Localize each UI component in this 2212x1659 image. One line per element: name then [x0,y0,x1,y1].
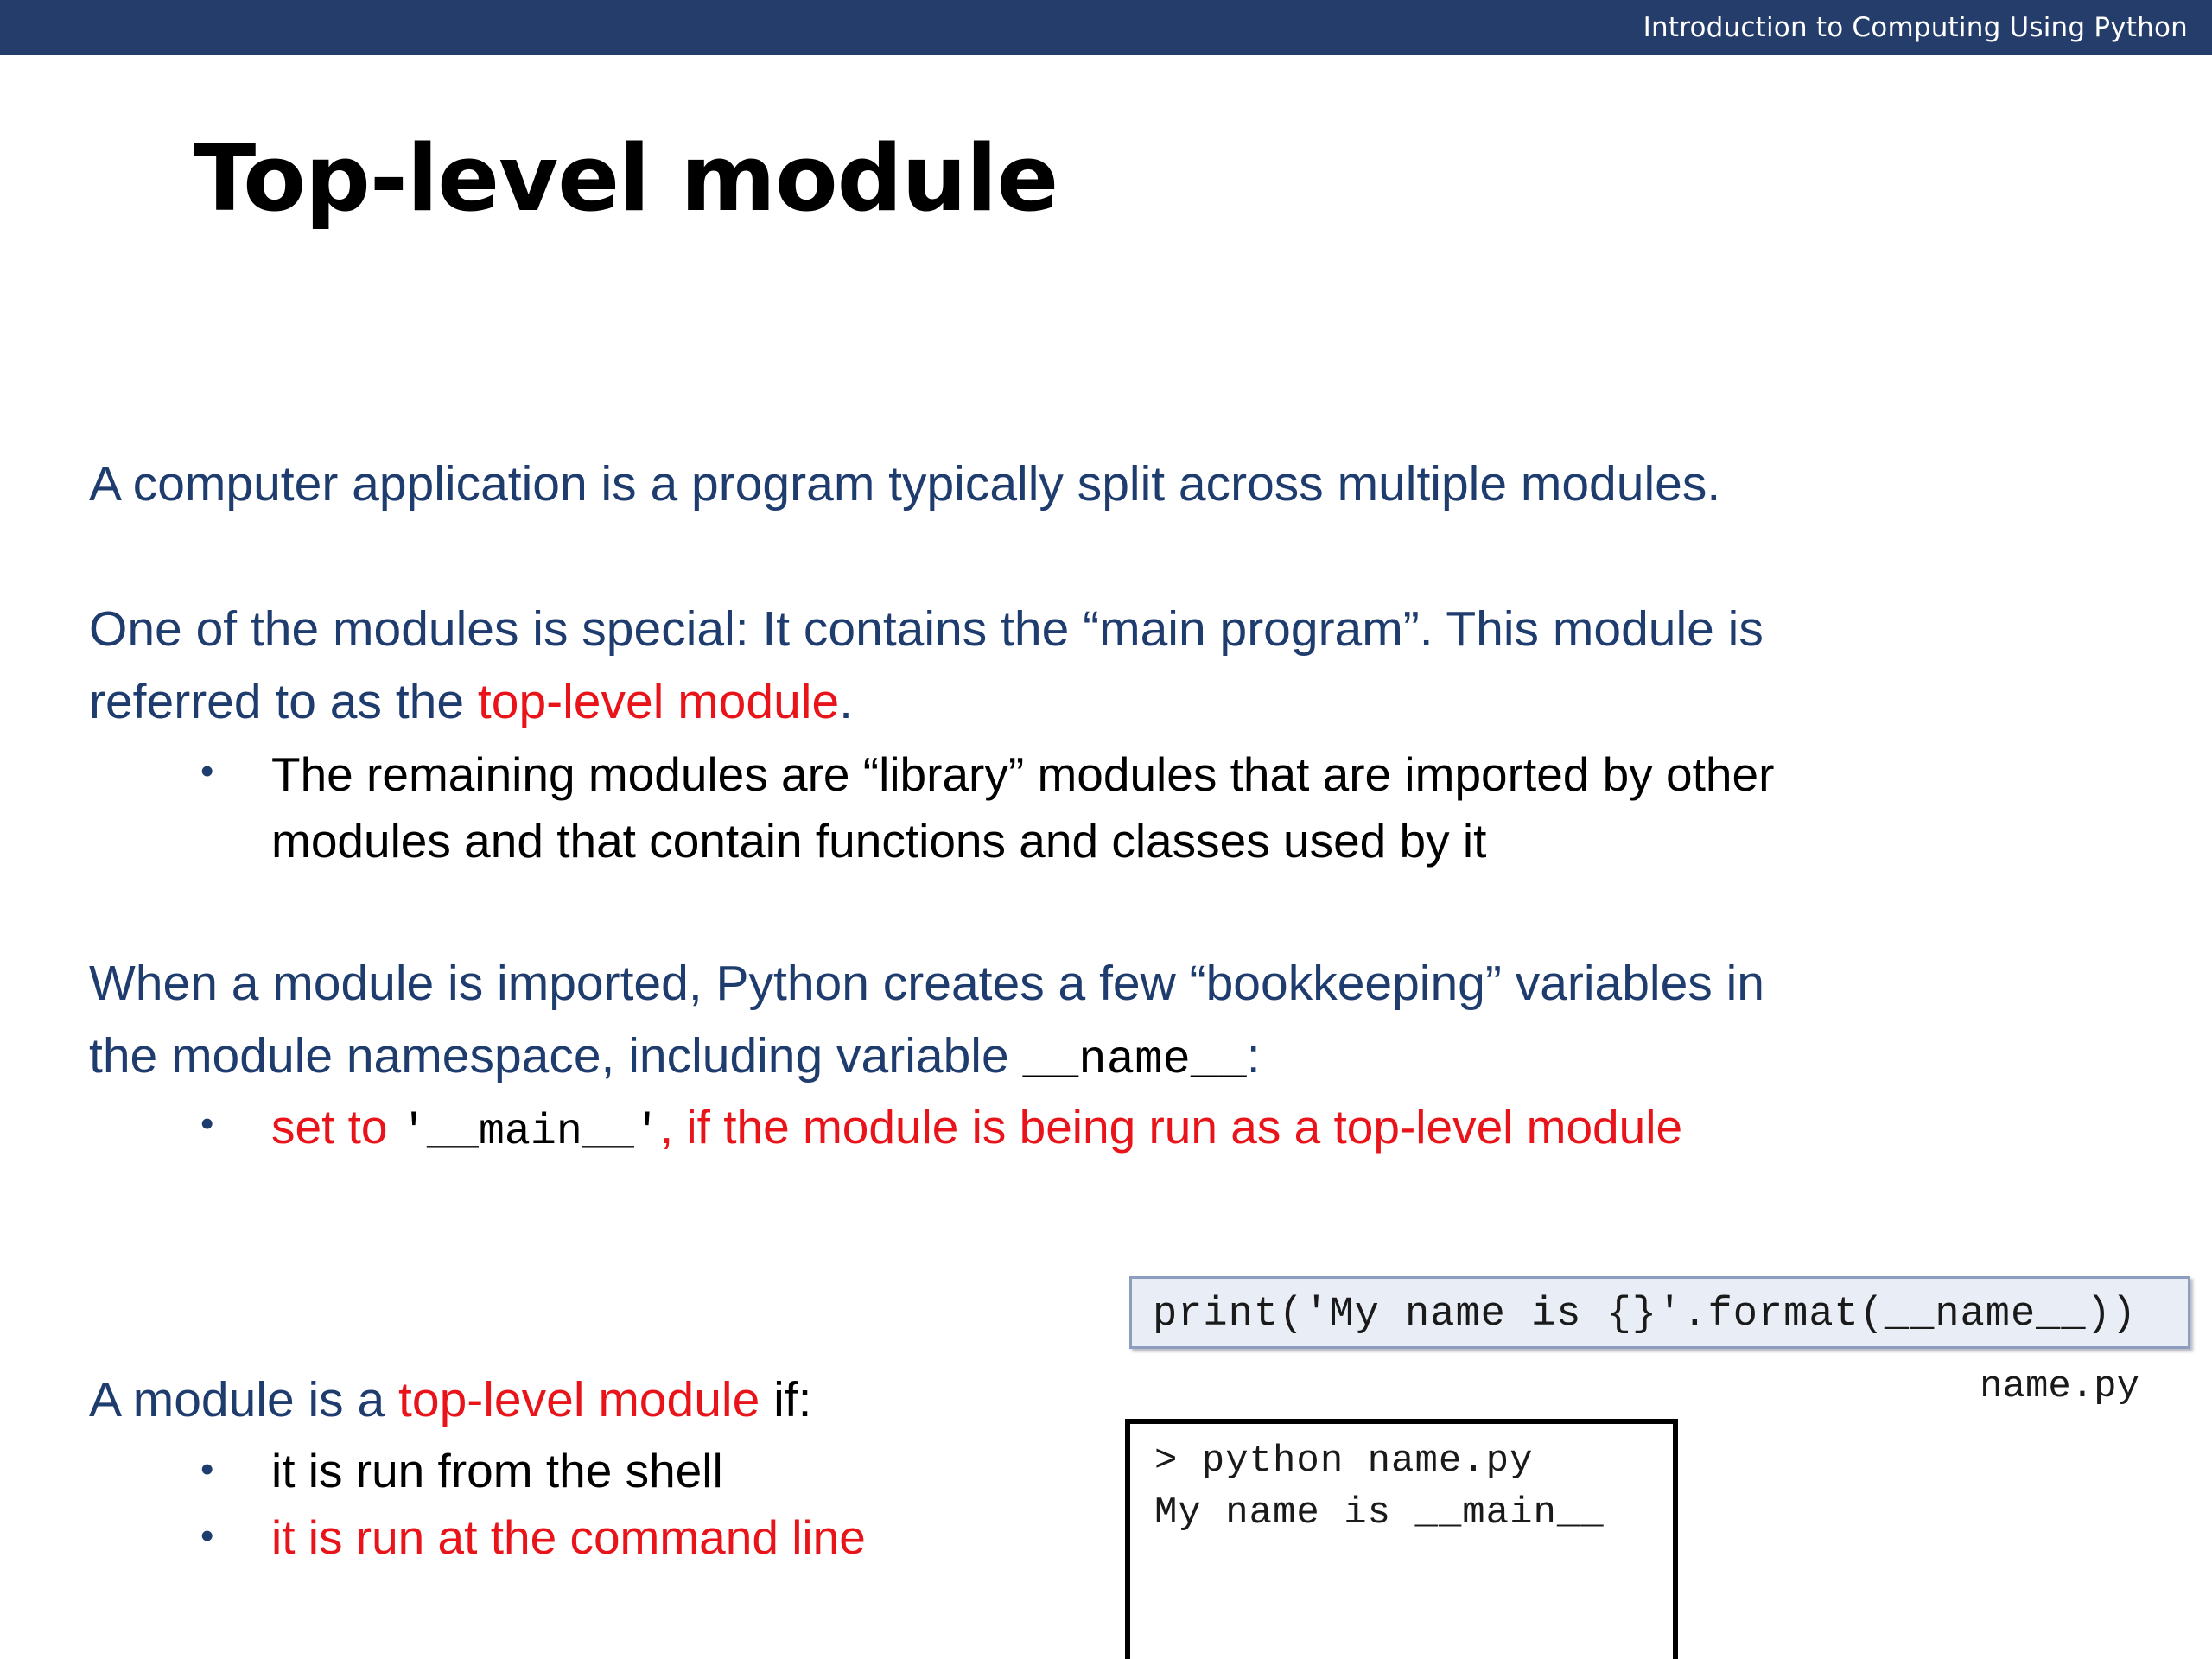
code-example-text: print('My name is {}'.format(__name__)) [1153,1292,2137,1338]
para3-suffix: : [1246,1028,1261,1084]
bullet-marker: • [200,1448,214,1491]
code-filename: name.py [1980,1365,2139,1408]
shell-output-line: My name is __main__ [1154,1491,1605,1535]
header-bar [0,0,2212,55]
condition-shell: it is run from the shell [271,1444,723,1497]
paragraph-special-module-line1: One of the modules is special: It contains the “main program”. This module is [89,601,1764,657]
bullet-library-line1: The remaining modules are “library” modules that are imported by other [271,747,1775,801]
shell-output-box [1125,1419,1678,1659]
main-string-code: '__main__' [400,1108,660,1157]
top-level-module-highlight: top-level module [477,674,840,729]
slide-title: Top-level module [194,125,1058,232]
bullet-marker: • [200,1515,214,1557]
paragraph-top-level-if [89,1363,811,1436]
para2-prefix: referred to as the [89,674,478,729]
code-example-box [1129,1276,2190,1349]
para2-suffix: . [839,674,853,729]
bullet-library-line2: modules and that contain functions and classes used by it [271,814,1487,868]
bullet2-prefix: set to [271,1100,401,1154]
para3-prefix: the module namespace, including variable [89,1028,1023,1084]
bullet-marker: • [200,750,214,792]
bullet-marker: • [200,1103,214,1145]
condition-command-line: it is run at the command line [271,1510,866,1564]
top-level-module-highlight: top-level module [398,1372,760,1427]
course-title: Introduction to Computing Using Python [1643,12,2188,43]
paragraph-bookkeeping-line1: When a module is imported, Python creates a few “bookkeeping” variables in [89,956,1765,1011]
para4-prefix: A module is a [89,1372,399,1427]
shell-command-line: > python name.py [1154,1440,1534,1483]
paragraph-special-module-line2 [89,665,853,738]
paragraph-bookkeeping-line2 [89,1020,1261,1097]
bullet-set-to-main [271,1094,1682,1166]
paragraph-application: A computer application is a program typically split across multiple modules. [89,456,1721,512]
name-variable-code: __name__ [1022,1034,1247,1087]
bullet2-suffix: , if the module is being run as a top-level module [659,1100,1683,1154]
para4-suffix: if: [760,1372,812,1427]
